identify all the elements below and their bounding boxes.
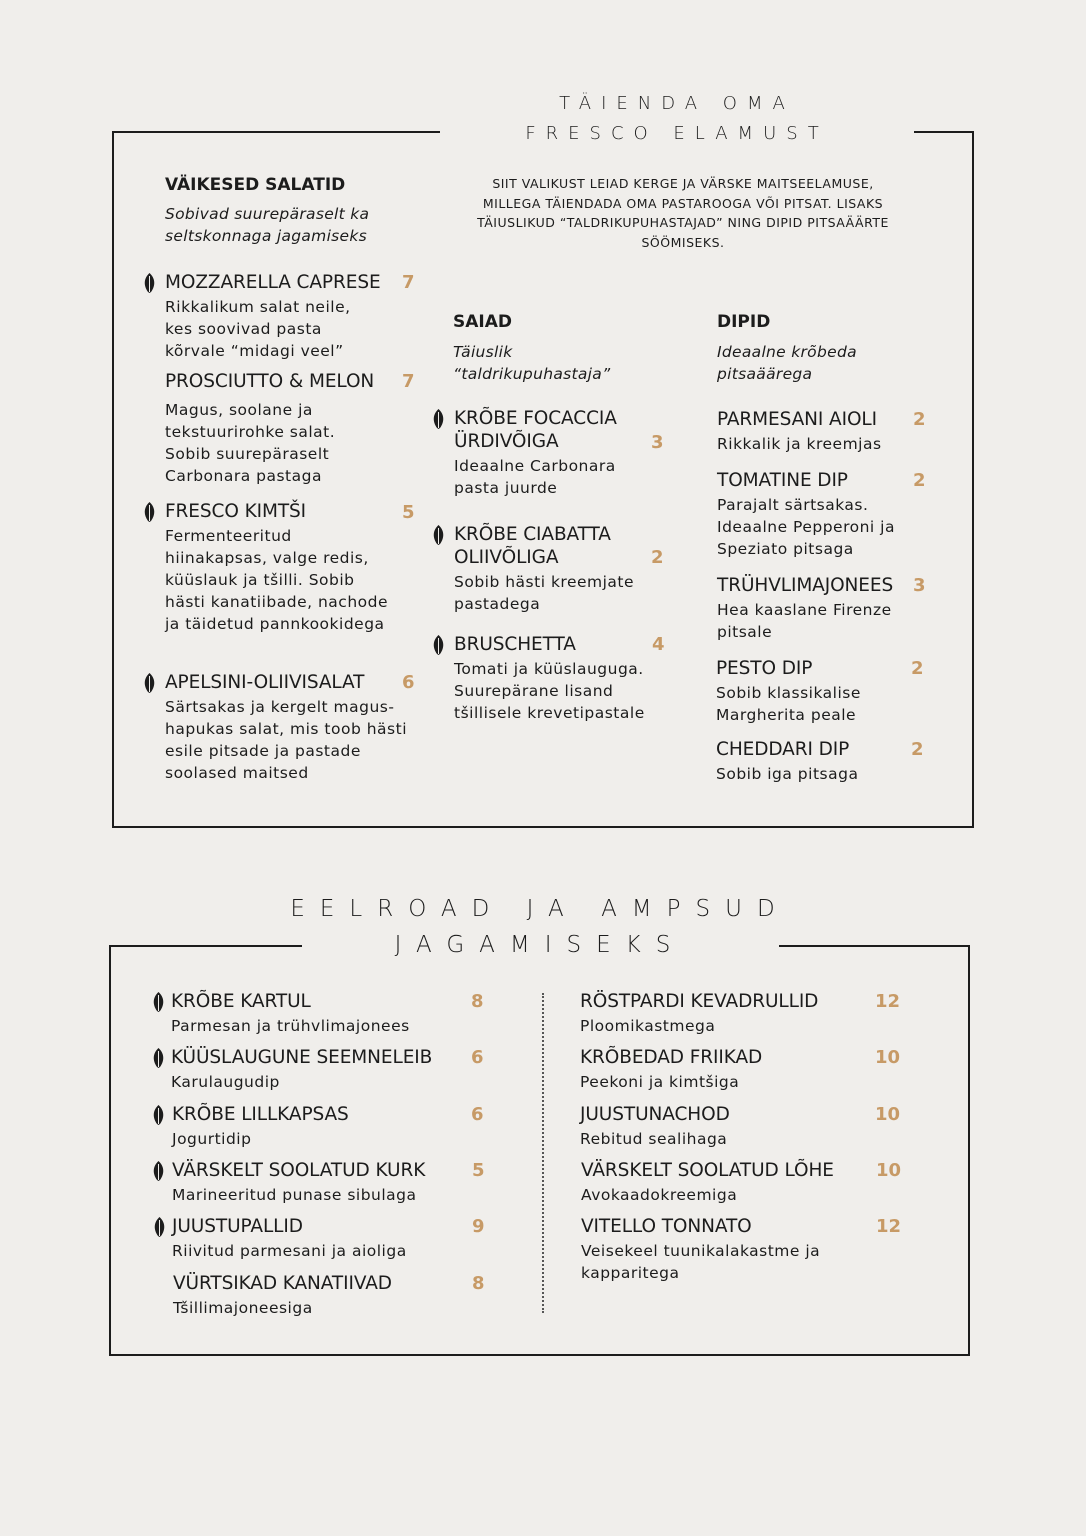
leaf-icon: [151, 1161, 166, 1181]
item-desc: Rikkalik ja kreemjas: [717, 435, 882, 453]
item-name: KRÕBE KARTUL: [171, 991, 311, 1012]
salad-item-2: [165, 370, 405, 487]
starter-item-7: [580, 990, 860, 1037]
item-name: KRÕBEDAD FRIIKAD: [580, 1047, 763, 1068]
bread-item-1: [454, 407, 644, 499]
dip-item-3: [717, 574, 922, 643]
item-desc: Särtsakas ja kergelt magus-hapukas salat, mis toob hästi esile pitsade ja pastade soolased maitsed: [165, 698, 407, 782]
item-price: 12: [876, 1216, 902, 1237]
leaf-icon: [431, 409, 446, 429]
item-desc: Avokaadokreemiga: [581, 1186, 738, 1204]
leaf-icon: [142, 273, 157, 293]
item-name: PARMESANI AIOLI: [717, 409, 877, 430]
salads-subtitle: Sobivad suurepäraselt ka seltskonnaga jagamiseks: [165, 205, 370, 245]
item-price: 12: [875, 991, 901, 1012]
item-desc: Parmesan ja trühvlimajonees: [171, 1017, 410, 1035]
item-price: 9: [472, 1216, 485, 1237]
item-price: 4: [652, 634, 665, 655]
item-price: 10: [875, 1047, 901, 1068]
item-name: RÖSTPARDI KEVADRULLID: [580, 991, 819, 1012]
dip-item-4: [716, 657, 916, 726]
leaf-icon: [142, 502, 157, 522]
item-price: 2: [911, 658, 924, 679]
item-name: PROSCIUTTO & MELON: [165, 371, 375, 392]
dip-item-2: [717, 469, 922, 560]
item-desc: Sobib klassikalise Margherita peale: [716, 684, 861, 724]
item-price: 8: [471, 991, 484, 1012]
item-name: APELSINI-OLIIVISALAT: [165, 672, 365, 693]
leaf-icon: [431, 635, 446, 655]
item-price: 8: [472, 1273, 485, 1294]
breads-title: SAIAD: [453, 312, 512, 332]
salad-item-3: [165, 500, 405, 635]
starter-item-9: [580, 1103, 860, 1150]
item-price: 6: [471, 1104, 484, 1125]
item-desc: Sobib hästi kreemjate pastadega: [454, 573, 635, 613]
item-name: VITELLO TONNATO: [581, 1216, 752, 1237]
intro-text: SIIT VALIKUST LEIAD KERGE JA VÄRSKE MAITSEELAMUSE, MILLEGA TÄIENDADA OMA PASTAROOGA VÕI PITSAT. LISAKS TÄIUSLIKUD “TALDRIKUPUHASTAJAD” NING DIPID PITSAÄÄRTE SÖÖMISEKS.: [477, 176, 889, 250]
item-price: 7: [402, 371, 415, 392]
item-desc: Tšillimajoneesiga: [173, 1299, 313, 1317]
item-price: 2: [651, 547, 664, 568]
item-name: BRUSCHETTA: [454, 634, 576, 655]
starter-item-1: [171, 990, 461, 1037]
item-name: KRÕBE FOCACCIA ÜRDIVÕIGA: [454, 408, 617, 452]
item-price: 3: [913, 575, 926, 596]
item-price: 3: [651, 432, 664, 453]
breads-subtitle: Täiuslik “taldrikupuhastaja”: [453, 343, 611, 383]
item-desc: Ideaalne Carbonara pasta juurde: [454, 457, 616, 497]
dip-item-1: [717, 408, 917, 455]
item-desc: Rikkalikum salat neile, kes soovivad pasta kõrvale “midagi veel”: [165, 298, 351, 360]
leaf-icon: [151, 992, 166, 1012]
item-desc: Karulaugudip: [171, 1073, 280, 1091]
item-name: JUUSTUNACHOD: [580, 1104, 730, 1125]
starter-item-10: [581, 1159, 861, 1206]
item-name: KÜÜSLAUGUNE SEEMNELEIB: [171, 1047, 433, 1068]
item-name: MOZZARELLA CAPRESE: [165, 272, 381, 293]
item-desc: Ploomikastmega: [580, 1017, 716, 1035]
salad-item-1: [165, 271, 405, 362]
item-price: 5: [402, 502, 415, 523]
item-price: 2: [911, 739, 924, 760]
item-desc: Peekoni ja kimtšiga: [580, 1073, 740, 1091]
dips-title: DIPID: [717, 312, 771, 332]
item-name: VÄRSKELT SOOLATUD KURK: [172, 1160, 426, 1181]
item-price: 7: [402, 272, 415, 293]
salad-item-4: [165, 671, 410, 784]
item-name: VÄRSKELT SOOLATUD LÕHE: [581, 1160, 834, 1181]
top-heading-line-2: FRESCO ELAMUST: [525, 123, 829, 144]
item-name: TOMATINE DIP: [717, 470, 848, 491]
leaf-icon: [151, 1105, 166, 1125]
item-price: 5: [472, 1160, 485, 1181]
starter-item-8: [580, 1046, 860, 1093]
starter-item-4: [172, 1159, 467, 1206]
leaf-icon: [431, 525, 446, 545]
dip-item-5: [716, 738, 916, 785]
item-desc: Jogurtidip: [172, 1130, 252, 1148]
bread-item-2: [454, 523, 654, 615]
bottom-heading-line-1: EELROAD JA AMPSUD: [290, 896, 790, 922]
column-divider: [542, 993, 544, 1313]
starter-item-5: [172, 1215, 462, 1262]
item-name: CHEDDARI DIP: [716, 739, 850, 760]
item-desc: Rebitud sealihaga: [580, 1130, 728, 1148]
item-price: 6: [471, 1047, 484, 1068]
item-desc: Fermenteeritud hiinakapsas, valge redis, küüslauk ja tšilli. Sobib hästi kanatiibade, nachode ja täidetud pannkookidega: [165, 527, 389, 633]
bread-item-3: [454, 633, 669, 724]
item-name: TRÜHVLIMAJONEES: [717, 575, 894, 596]
top-heading-line-1: TÄIENDA OMA: [559, 93, 795, 114]
starter-item-2: [171, 1046, 461, 1093]
item-desc: Marineeritud punase sibulaga: [172, 1186, 417, 1204]
item-name: FRESCO KIMTŠI: [165, 501, 307, 522]
item-name: PESTO DIP: [716, 658, 813, 679]
starter-item-11: [581, 1215, 861, 1284]
bottom-heading-line-2: JAGAMISEKS: [394, 932, 686, 958]
item-price: 2: [913, 409, 926, 430]
starter-item-3: [172, 1103, 462, 1150]
item-desc: Tomati ja küüslauguga. Suurepärane lisand tšillisele krevetipastale: [454, 660, 645, 722]
starter-item-6: [173, 1272, 463, 1319]
leaf-icon: [152, 1217, 167, 1237]
item-name: JUUSTUPALLID: [172, 1216, 303, 1237]
item-desc: Riivitud parmesani ja aioliga: [172, 1242, 407, 1260]
item-price: 6: [402, 672, 415, 693]
item-price: 10: [875, 1104, 901, 1125]
item-desc: Hea kaaslane Firenze pitsale: [717, 601, 892, 641]
leaf-icon: [142, 673, 157, 693]
salads-title: VÄIKESED SALATID: [165, 175, 346, 195]
item-name: KRÕBE CIABATTA OLIIVÕLIGA: [454, 524, 611, 568]
item-price: 2: [913, 470, 926, 491]
item-desc: Sobib iga pitsaga: [716, 765, 859, 783]
item-desc: Veisekeel tuunikalakastme ja kapparitega: [581, 1242, 821, 1282]
item-name: VÜRTSIKAD KANATIIVAD: [173, 1273, 392, 1294]
item-price: 10: [876, 1160, 902, 1181]
leaf-icon: [151, 1048, 166, 1068]
item-desc: Magus, soolane ja tekstuurirohke salat. Sobib suurepäraselt Carbonara pastaga: [165, 401, 336, 485]
item-desc: Parajalt särtsakas. Ideaalne Pepperoni ja Speziato pitsaga: [717, 496, 895, 558]
item-name: KRÕBE LILLKAPSAS: [172, 1104, 349, 1125]
dips-subtitle: Ideaalne krõbeda pitsaäärega: [717, 343, 857, 383]
